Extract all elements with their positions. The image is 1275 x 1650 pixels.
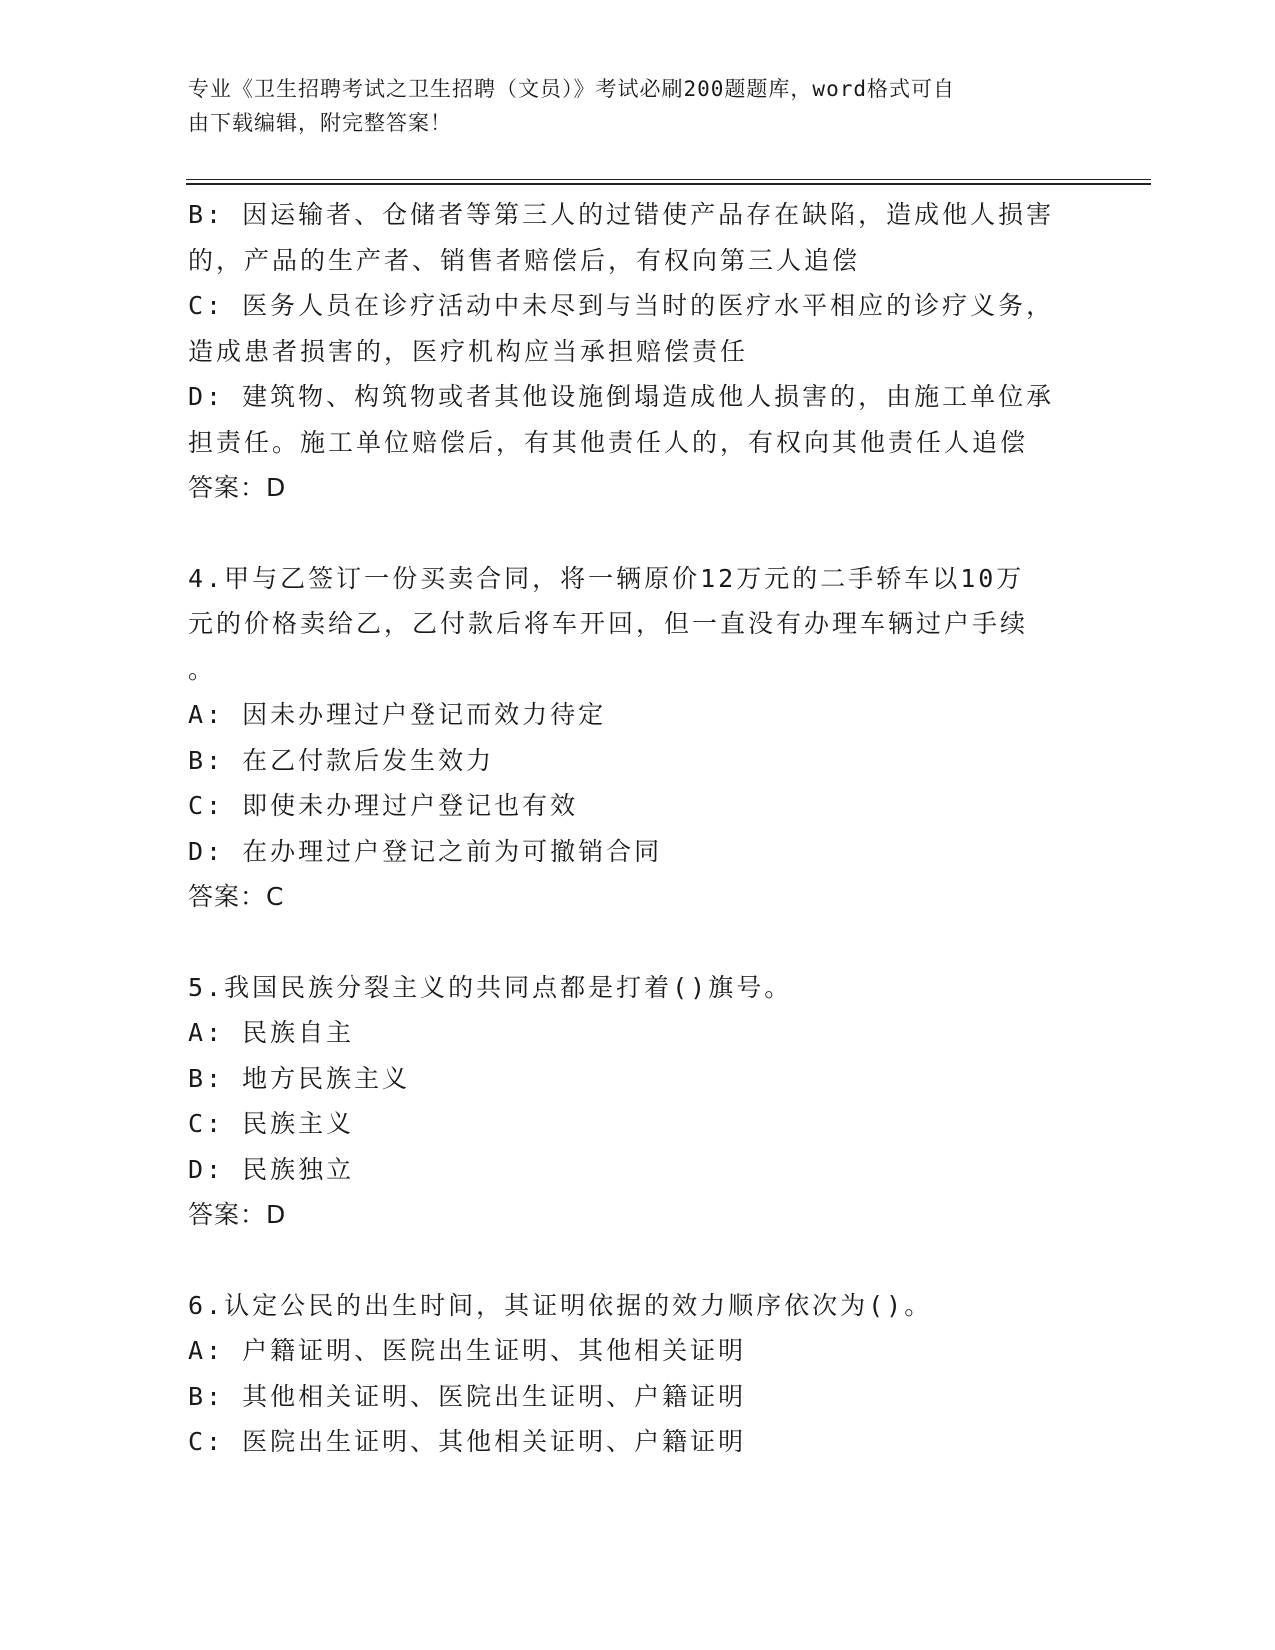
question-4 [188,556,1088,920]
option-b-line-2: 的，产品的生产者、销售者赔偿后，有权向第三人追偿 [188,245,861,275]
question-6 [188,1283,1088,1465]
question-5-option-b: B: 地方民族主义 [188,1063,411,1093]
header-divider-thick [186,183,1151,185]
question-6-option-b: B: 其他相关证明、医院出生证明、户籍证明 [188,1381,747,1411]
question-5 [188,965,1088,1238]
document-header [188,72,1068,140]
answer-4: 答案：C [188,882,285,911]
answer-5: 答案：D [188,1200,287,1229]
question-4-option-c: C: 即使未办理过户登记也有效 [188,791,579,820]
option-c-line-2: 造成患者损害的，医疗机构应当承担赔偿责任 [188,336,749,366]
spacer [188,511,1088,556]
question-6-stem: 6.认定公民的出生时间，其证明依据的效力顺序依次为()。 [188,1290,933,1320]
header-divider-thin [186,179,1151,180]
question-5-option-c: C: 民族主义 [188,1109,355,1138]
question-6-option-a: A: 户籍证明、医院出生证明、其他相关证明 [188,1336,747,1365]
question-4-stem-3: 。 [188,654,217,684]
question-3-continued [188,192,1088,511]
question-5-stem: 5.我国民族分裂主义的共同点都是打着()旗号。 [188,972,793,1002]
question-4-stem-1: 4.甲与乙签订一份买卖合同，将一辆原价12万元的二手轿车以10万 [188,563,1025,593]
option-d-line-1: D: 建筑物、构筑物或者其他设施倒塌造成他人损害的，由施工单位承 [188,382,1055,411]
question-4-stem-2: 元的价格卖给乙，乙付款后将车开回，但一直没有办理车辆过户手续 [188,609,1029,638]
option-d-line-2: 担责任。施工单位赔偿后，有其他责任人的，有权向其他责任人追偿 [188,427,1029,457]
spacer [188,1238,1088,1283]
option-b-line-1: B: 因运输者、仓储者等第三人的过错使产品存在缺陷，造成他人损害 [188,200,1055,229]
spacer [188,920,1088,965]
question-4-option-d: D: 在办理过户登记之前为可撤销合同 [188,836,663,866]
question-5-option-a: A: 民族自主 [188,1018,355,1047]
question-4-option-b: B: 在乙付款后发生效力 [188,745,495,775]
header-line-2: 由下载编辑，附完整答案！ [188,111,452,135]
answer-3: 答案：D [188,473,287,502]
document-body [188,192,1088,1465]
header-line-1: 专业《卫生招聘考试之卫生招聘（文员）》考试必刷200题题库，word格式可自 [188,77,955,101]
question-6-option-c: C: 医院出生证明、其他相关证明、户籍证明 [188,1427,747,1456]
question-4-option-a: A: 因未办理过户登记而效力待定 [188,700,607,729]
question-5-option-d: D: 民族独立 [188,1154,355,1184]
option-c-line-1: C: 医务人员在诊疗活动中未尽到与当时的医疗水平相应的诊疗义务， [188,291,1055,320]
